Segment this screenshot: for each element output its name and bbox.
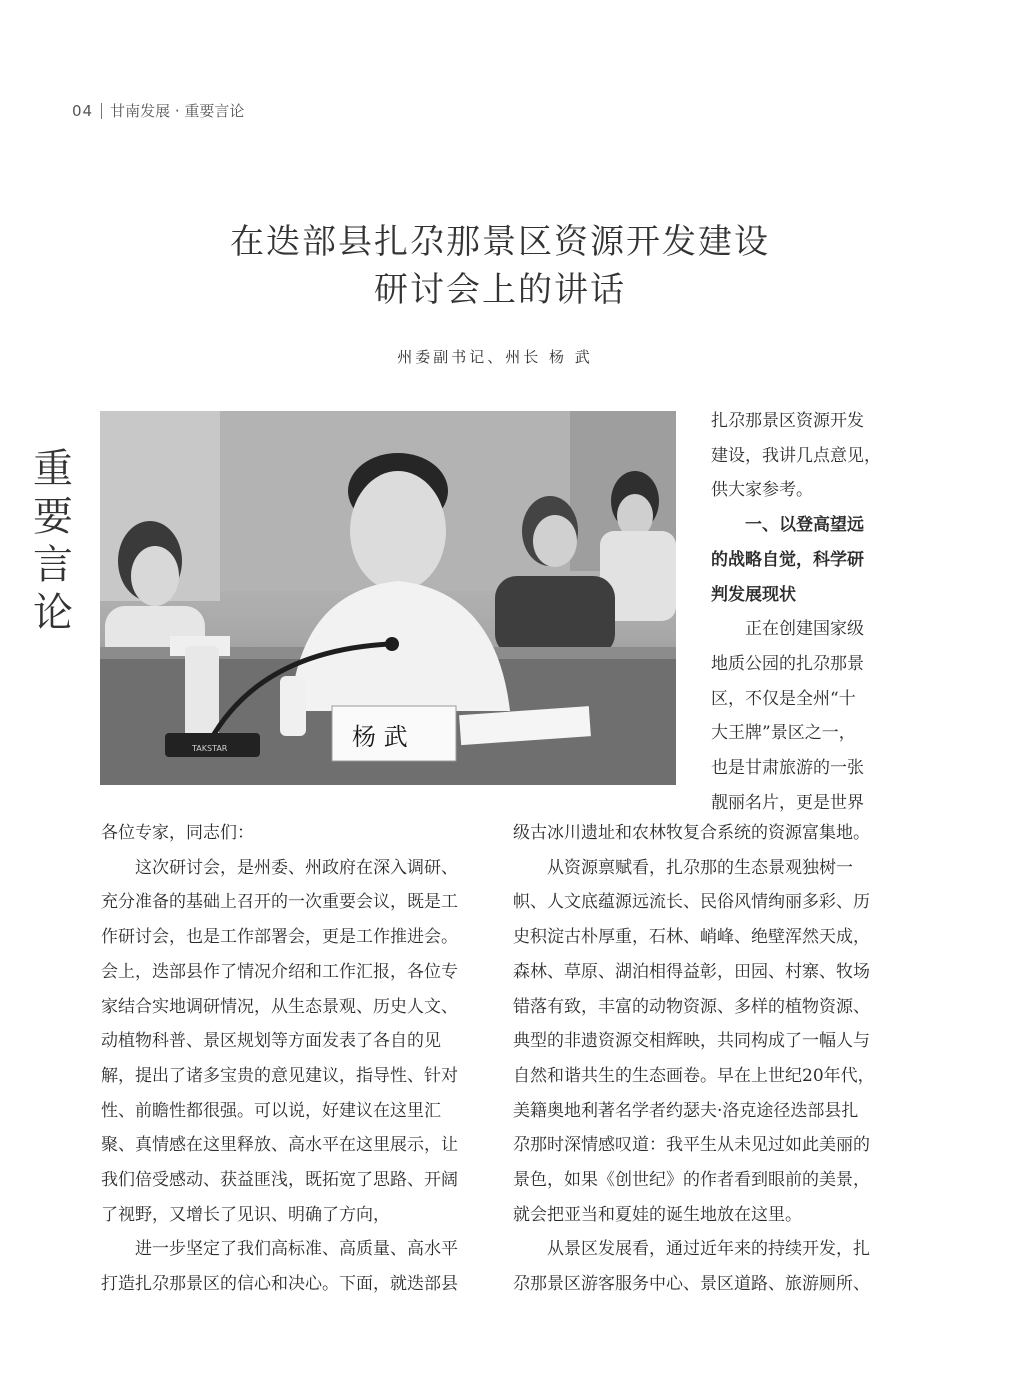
- text-line: 性、前瞻性都很强。可以说，好建议在这里汇: [101, 1100, 441, 1121]
- section-heading: 的战略自觉，科学研: [711, 549, 864, 570]
- text-line: 建设，我讲几点意见，: [711, 445, 881, 466]
- text-line: 正在创建国家级: [745, 619, 864, 640]
- article-title-line2: 研讨会上的讲话: [374, 270, 626, 310]
- meeting-photo: [100, 411, 676, 785]
- text-line: 就会把亚当和夏娃的诞生地放在这里。: [513, 1204, 802, 1225]
- greeting: 各位专家，同志们：: [101, 823, 254, 843]
- text-line: 帜、人文底蕴源远流长、民俗风情绚丽多彩、历: [513, 892, 870, 913]
- text-line: 充分准备的基础上召开的一次重要会议，既是工: [101, 892, 458, 913]
- page-number: 04: [72, 102, 94, 120]
- text-line: 错落有致，丰富的动物资源、多样的植物资源、: [513, 996, 870, 1017]
- text-line: 家结合实地调研情况，从生态景观、历史人文、: [101, 996, 458, 1017]
- text-line: 也是甘肃旅游的一张: [711, 758, 864, 779]
- text-line: 进一步坚定了我们高标准、高质量、高水平: [135, 1239, 458, 1260]
- text-line: 聚、真情感在这里释放、高水平在这里展示，让: [101, 1135, 458, 1156]
- text-line: 地质公园的扎尕那景: [711, 653, 864, 674]
- right-column-bottom: [513, 816, 893, 1302]
- right-column-top: [711, 404, 891, 820]
- article-title-line1: 在迭部县扎尕那景区资源开发建设: [230, 222, 770, 262]
- section-name: 甘南发展 · 重要言论: [110, 102, 245, 120]
- text-line: 区，不仅是全州“十: [711, 688, 856, 709]
- text-line: 我们倍受感动、获益匪浅，既拓宽了思路、开阔: [101, 1170, 458, 1191]
- text-line: 了视野，又增长了见识、明确了方向，: [101, 1204, 390, 1225]
- sidebar-char: 要: [33, 494, 73, 540]
- text-line: 级古冰川遗址和农林牧复合系统的资源富集地。: [513, 823, 870, 843]
- text-line: 尕那景区游客服务中心、景区道路、旅游厕所、: [513, 1274, 870, 1295]
- article-byline: 州委副书记、州长 杨 武: [397, 348, 593, 366]
- text-line: 美籍奥地利著名学者约瑟夫·洛克途径迭部县扎: [513, 1100, 859, 1121]
- text-line: 会上，迭部县作了情况介绍和工作汇报，各位专: [101, 961, 458, 982]
- text-line: 扎尕那景区资源开发: [711, 411, 864, 431]
- text-line: 景色，如果《创世纪》的作者看到眼前的美景，: [513, 1170, 870, 1191]
- sidebar-char: 言: [33, 542, 73, 588]
- sidebar-char: 重: [33, 446, 73, 492]
- text-line: 这次研讨会，是州委、州政府在深入调研、: [135, 857, 458, 878]
- sidebar-char: 论: [33, 590, 73, 636]
- text-line: 大王牌”景区之一，: [711, 723, 856, 744]
- text-line: 解，提出了诸多宝贵的意见建议，指导性、针对: [101, 1065, 458, 1086]
- photo-illustration: [100, 411, 676, 785]
- text-line: 作研讨会，也是工作部署会，更是工作推进会。: [101, 927, 458, 948]
- text-line: 打造扎尕那景区的信心和决心。下面，就迭部县: [101, 1274, 458, 1295]
- mic-brand-text: TAKSTAR: [192, 744, 228, 753]
- sidebar-section-label: [30, 445, 76, 637]
- text-line: 从景区发展看，通过近年来的持续开发，扎: [547, 1239, 870, 1260]
- left-column: [101, 816, 481, 1302]
- text-line: 从资源禀赋看，扎尕那的生态景观独树一: [547, 857, 853, 878]
- text-line: 典型的非遗资源交相辉映，共同构成了一幅人与: [513, 1031, 870, 1052]
- section-heading: 一、以登高望远: [745, 515, 864, 536]
- text-line: 动植物科普、景区规划等方面发表了各自的见: [101, 1031, 441, 1052]
- text-line: 靓丽名片，更是世界: [711, 792, 864, 813]
- nameplate-text: 杨 武: [352, 723, 408, 751]
- text-line: 供大家参考。: [711, 480, 813, 501]
- text-line: 自然和谐共生的生态画卷。早在上世纪20年代，: [513, 1065, 875, 1086]
- text-line: 尕那时深情感叹道：我平生从未见过如此美丽的: [513, 1135, 870, 1156]
- header-divider: [101, 103, 102, 119]
- page-header: [72, 100, 244, 121]
- text-line: 史积淀古朴厚重，石林、峭峰、绝壁浑然天成，: [513, 927, 870, 948]
- section-heading: 判发展现状: [711, 584, 796, 605]
- text-line: 森林、草原、湖泊相得益彰，田园、村寨、牧场: [513, 961, 870, 982]
